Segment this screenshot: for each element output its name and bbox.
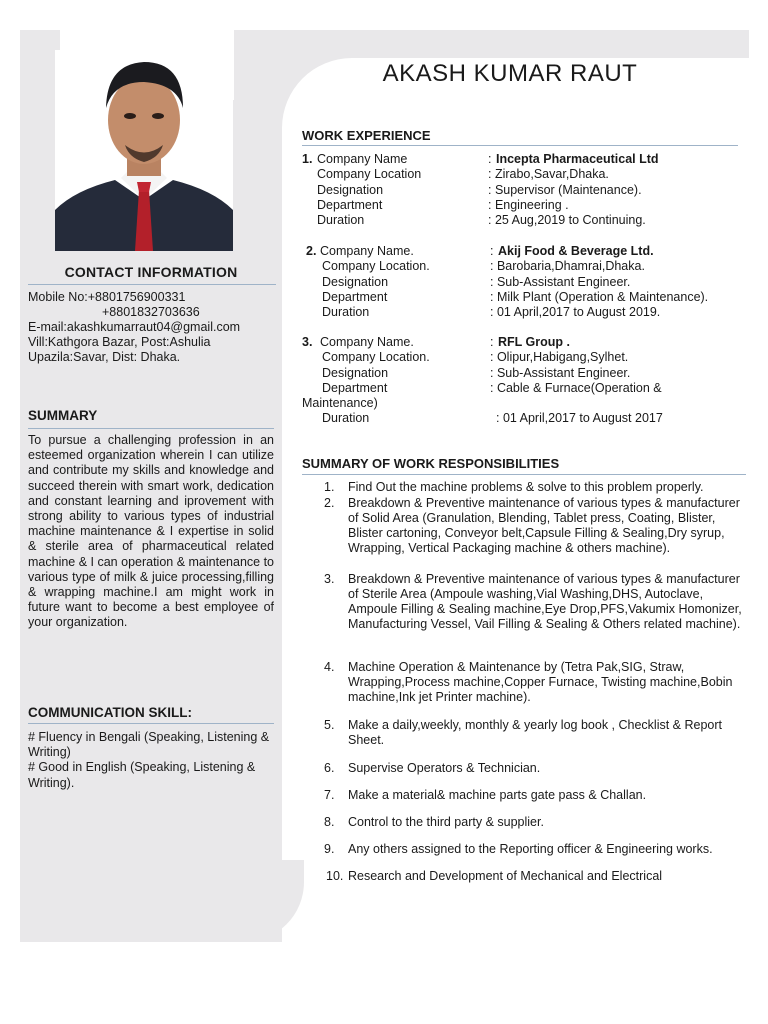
summary-divider xyxy=(28,428,274,429)
item-text: Find Out the machine problems & solve to this problem properly. xyxy=(348,480,704,494)
department-value: : Engineering . xyxy=(488,197,569,212)
item-number: 3. xyxy=(324,572,335,586)
designation-label: Designation xyxy=(317,182,384,197)
job-entry-3 xyxy=(302,335,742,427)
item-text: Make a material& machine parts gate pass & Challan. xyxy=(348,788,647,802)
language-english: # Good in English (Speaking, Listening & Writing). xyxy=(28,760,256,790)
communication-heading: COMMUNICATION SKILL: xyxy=(28,705,192,720)
item-number: 9. xyxy=(324,842,335,856)
department-label: Department xyxy=(322,380,388,395)
contact-divider xyxy=(28,284,276,285)
item-text: Breakdown & Preventive maintenance of various types & manufacturer of Solid Area (Granulation, Blending, Tablet press, Coating, Blister, Blister cartoning, Conveyor belt,Capsule Filling & Sealing,Dry syrup, Wrapping, Vertical Packaging machine & others machine). xyxy=(348,496,740,555)
mobile-number: Mobile No:+8801756900331 xyxy=(28,290,186,304)
duration-label: Duration xyxy=(322,305,370,320)
department-value-continued: Maintenance) xyxy=(302,396,378,411)
item-text: Make a daily,weekly, monthly & yearly log book , Checklist & Report Sheet. xyxy=(348,718,722,747)
designation-value: : Sub-Assistant Engineer. xyxy=(490,274,631,289)
responsibilities-divider xyxy=(302,474,746,475)
duration-value: : 01 April,2017 to August 2019. xyxy=(490,305,661,320)
department-value: : Cable & Furnace(Operation & xyxy=(490,380,662,395)
designation-value: : Sub-Assistant Engineer. xyxy=(490,365,631,380)
company-location-value: : Barobaria,Dhamrai,Dhaka. xyxy=(490,259,645,274)
company-name-value: Akij Food & Beverage Ltd. xyxy=(498,244,654,258)
item-text: Any others assigned to the Reporting officer & Engineering works. xyxy=(348,842,713,856)
item-text: Control to the third party & supplier. xyxy=(348,815,544,829)
job-number: 1. xyxy=(302,152,313,166)
contact-heading: CONTACT INFORMATION xyxy=(64,264,238,280)
department-label: Department xyxy=(322,289,388,304)
duration-value: : 01 April,2017 to August 2017 xyxy=(496,411,663,426)
duration-label: Duration xyxy=(317,213,365,228)
item-text: Machine Operation & Maintenance by (Tetra Pak,SIG, Straw, Wrapping,Process machine,Copper Furnace, Twisting machine,Bobin machine,Ink jet Printer machine). xyxy=(348,660,733,704)
company-name-colon: : xyxy=(490,244,494,258)
department-value: : Milk Plant (Operation & Maintenance). xyxy=(490,289,709,304)
company-location-value: : Zirabo,Savar,Dhaka. xyxy=(488,167,609,182)
company-name-colon: : xyxy=(488,152,492,166)
company-name-label: Company Name. xyxy=(320,335,414,349)
item-text: Supervise Operators & Technician. xyxy=(348,761,541,775)
job-entry-2 xyxy=(302,244,742,320)
work-experience-divider xyxy=(302,145,738,146)
job-number: 2. xyxy=(306,244,317,258)
item-text: Breakdown & Preventive maintenance of various types & manufacturer of Sterile Area (Ampoule washing,Vial Washing,DHS, Autoclave, Ampoule Filling & Sealing machine,Eye Drop,PFS,Vakumix Homonizer, Manufacturing Vessel, Vail Filling & Sealing & Others related machine). xyxy=(348,572,742,631)
item-number: 2. xyxy=(324,496,335,510)
item-number: 4. xyxy=(324,660,335,674)
designation-label: Designation xyxy=(322,274,389,289)
company-location-label: Company Location xyxy=(317,167,422,182)
responsibilities-heading: SUMMARY OF WORK RESPONSIBILITIES xyxy=(302,456,560,471)
item-text: Research and Development of Mechanical and Electrical xyxy=(348,869,663,883)
summary-heading: SUMMARY xyxy=(28,408,98,423)
company-location-value: : Olipur,Habigang,Sylhet. xyxy=(490,350,629,365)
item-number: 1. xyxy=(324,480,335,494)
item-number: 6. xyxy=(324,761,335,775)
address-line-2: Upazila:Savar, Dist: Dhaka. xyxy=(28,350,181,364)
address-line-1: Vill:Kathgora Bazar, Post:Ashulia xyxy=(28,335,211,349)
company-name-value: Incepta Pharmaceutical Ltd xyxy=(496,152,659,166)
company-name-label: Company Name. xyxy=(320,244,414,258)
mobile-number-2: +8801832703636 xyxy=(102,305,200,319)
contact-block xyxy=(28,290,278,365)
language-bengali: # Fluency in Bengali (Speaking, Listening & Writing) xyxy=(28,730,270,760)
summary-text: To pursue a challenging profession in an esteemed organization wherein I can utilize and contribute my skills and knowledge and succeed therein with smart work, dedication and constant learning and iprovement with strong ability to various types of industrial machine maintenance & I expertise in solid & sterile area of pharmaceutical related machine & I can operation & maintenance to various type of milk & juice processing,filling & wrapping machine.I am might work in future want to become a best employee of your organization. xyxy=(28,433,274,630)
company-name-label: Company Name xyxy=(317,152,408,166)
profile-photo xyxy=(55,50,233,251)
company-location-label: Company Location. xyxy=(322,350,430,365)
work-experience-heading: WORK EXPERIENCE xyxy=(302,128,431,143)
department-label: Department xyxy=(317,197,383,212)
job-number: 3. xyxy=(302,335,313,349)
designation-label: Designation xyxy=(322,365,389,380)
duration-value: : 25 Aug,2019 to Continuing. xyxy=(488,213,646,228)
item-number: 8. xyxy=(324,815,335,829)
designation-value: : Supervisor (Maintenance). xyxy=(488,182,642,197)
item-number: 5. xyxy=(324,718,335,732)
sidebar-top-corner xyxy=(20,30,60,120)
item-number: 7. xyxy=(324,788,335,802)
item-number: 10. xyxy=(326,869,344,883)
company-name-colon: : xyxy=(490,335,494,349)
email: E-mail:akashkumarraut04@gmail.com xyxy=(28,320,241,334)
candidate-name: AKASH KUMAR RAUT xyxy=(382,60,638,87)
communication-divider xyxy=(28,723,274,724)
company-name-value: RFL Group . xyxy=(498,335,570,349)
communication-block xyxy=(28,730,274,791)
duration-label: Duration xyxy=(322,411,370,426)
job-entry-1 xyxy=(302,152,742,228)
company-location-label: Company Location. xyxy=(322,259,430,274)
